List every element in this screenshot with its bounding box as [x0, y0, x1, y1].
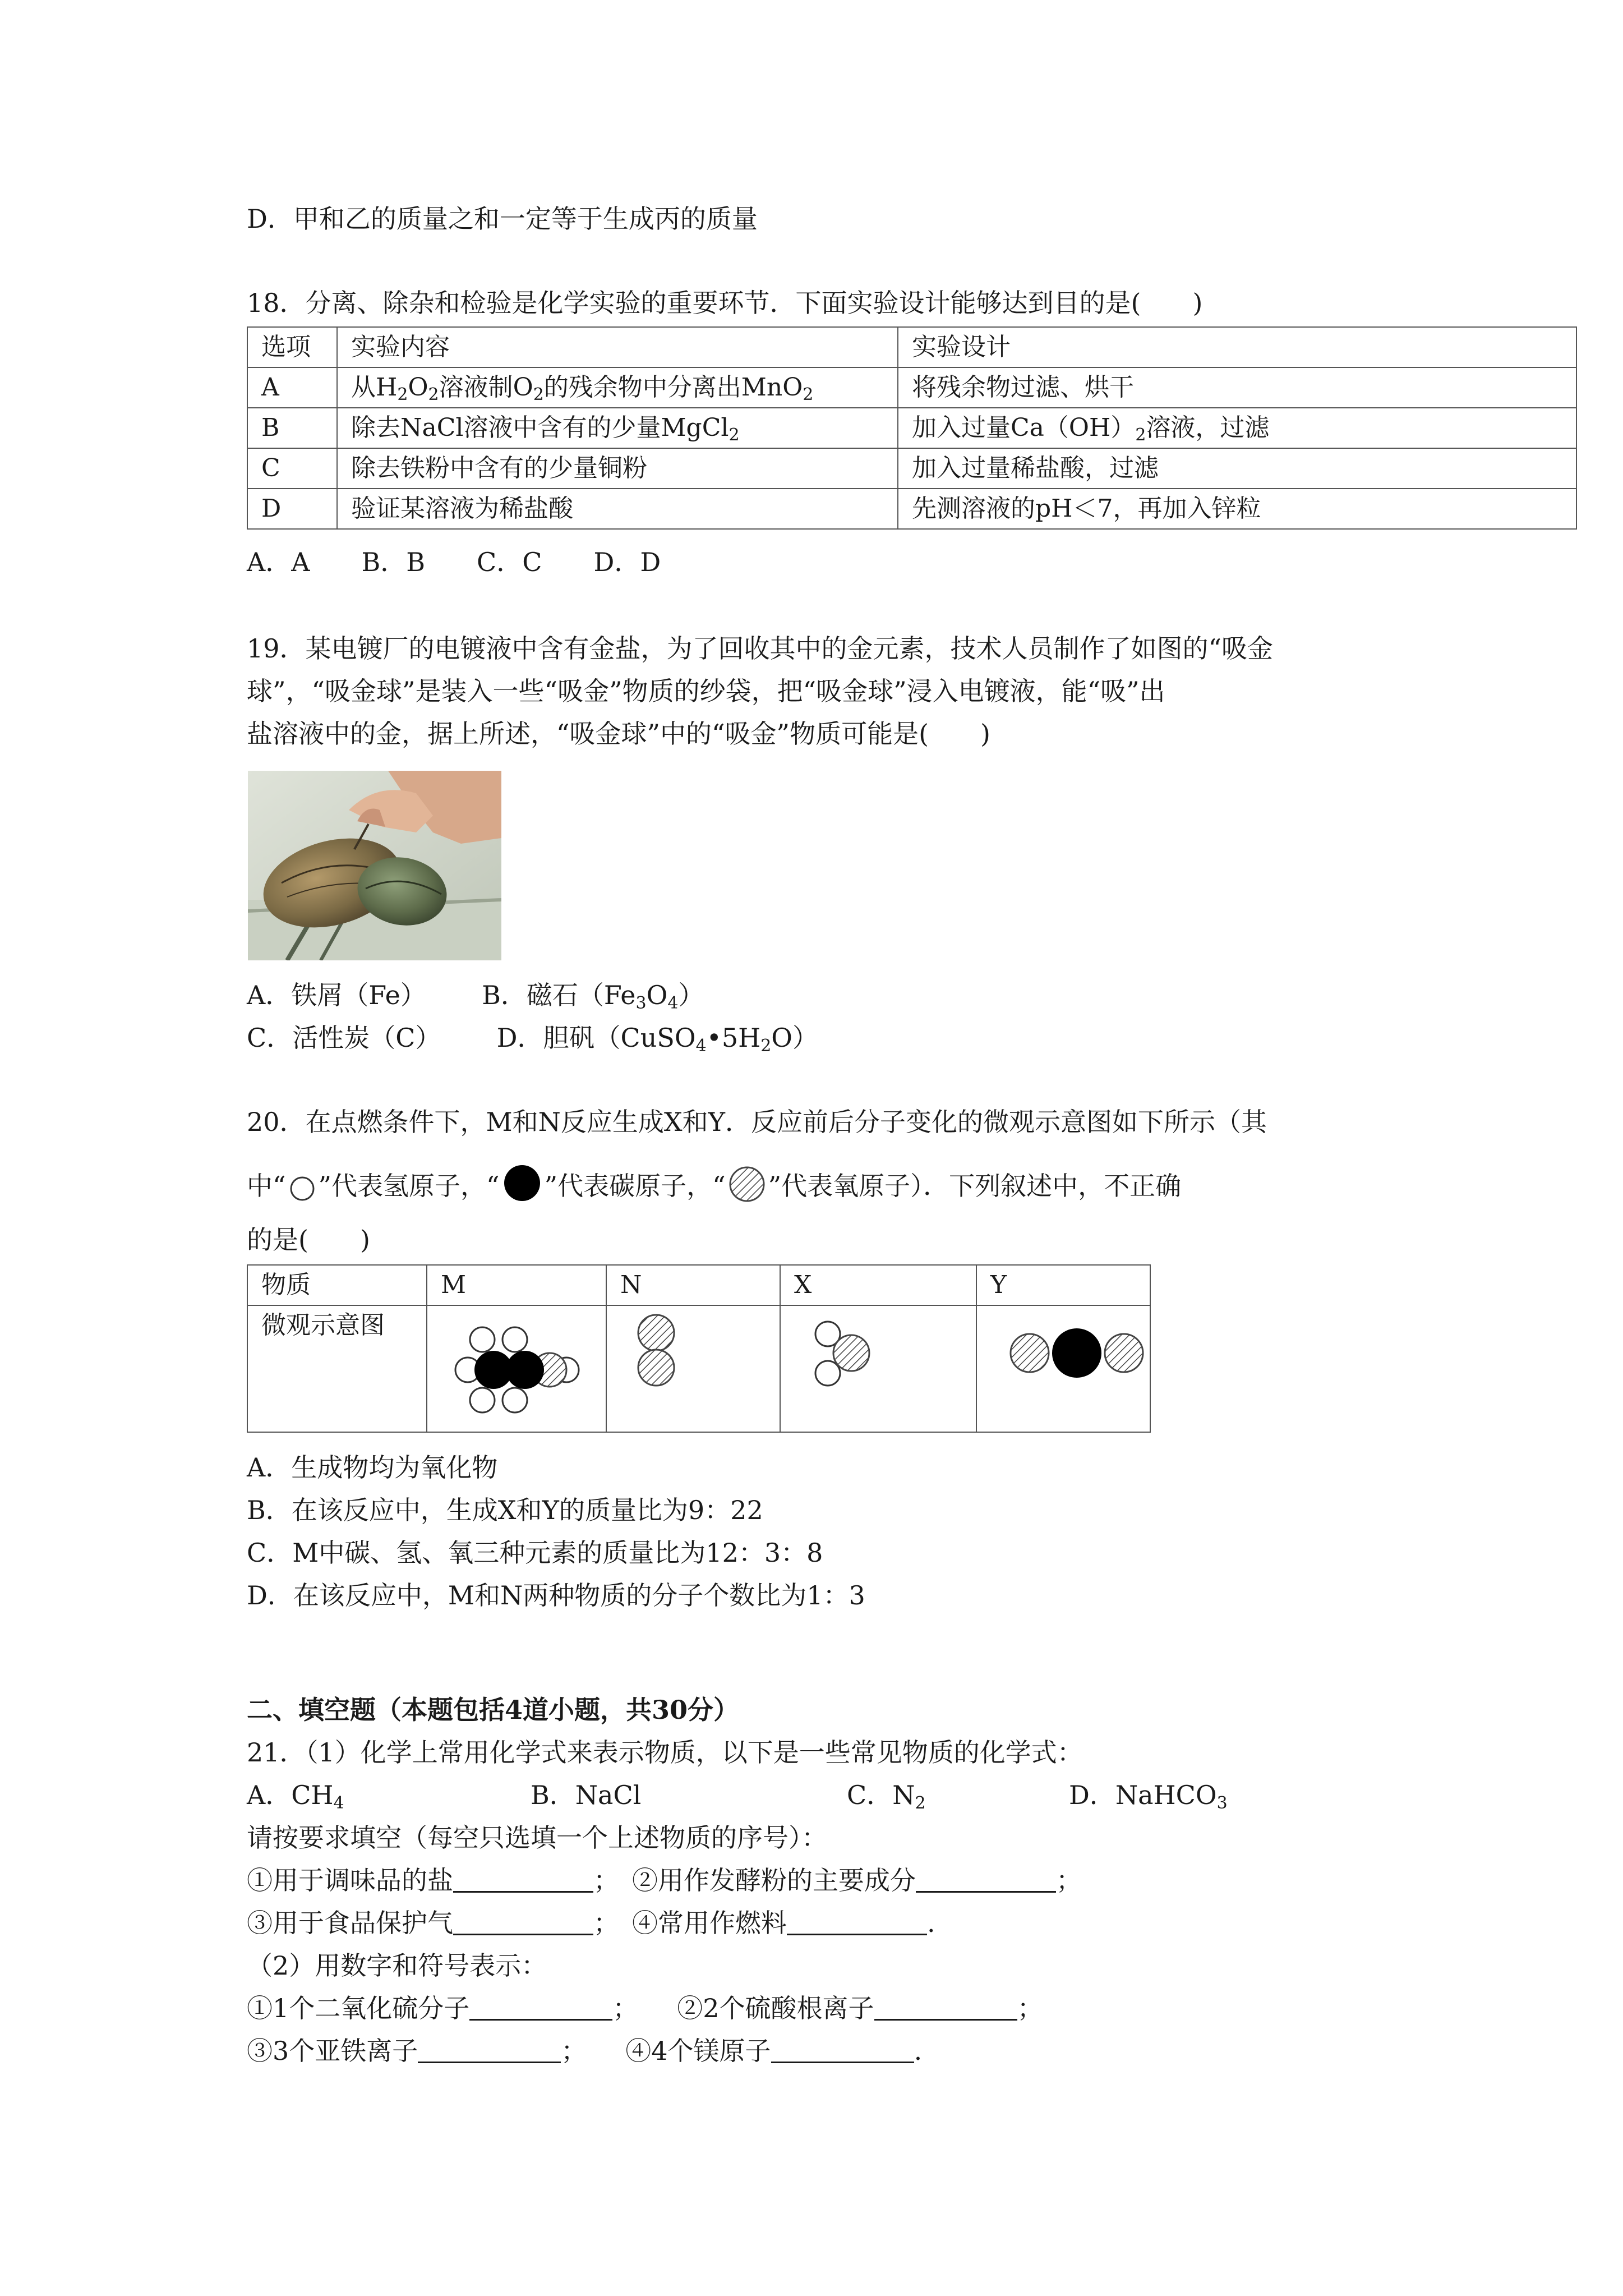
q20-line3: 的是( ): [247, 1225, 370, 1255]
q19-option-b: B．磁石$(Fe_3O_4)$: [482, 980, 704, 1013]
q21-intro: 21．（1）化学上常用化学式来表示物质，以下是一些常见物质的化学式：: [247, 1737, 1083, 1768]
table-cell: 除去NaCl溶液中含有的少量MgCl$_2$: [337, 408, 898, 448]
table-row: [247, 327, 1576, 367]
q21-option-d: D．NaHCO$_3$: [1069, 1780, 1228, 1813]
q20-option-b: B．在该反应中，生成X和Y的质量比为9：22: [247, 1495, 763, 1525]
oxygen-atom-icon: [726, 1166, 768, 1203]
q21-fill-row2: ③用于食品保护气 ； ④常用作燃料 .: [247, 1908, 935, 1938]
table-row: [247, 367, 1576, 408]
molecule-x-icon: [808, 1315, 880, 1393]
table-cell: 先测溶液的pH＜7，再加入锌粒: [898, 489, 1576, 529]
answer-blank-8[interactable]: [771, 2037, 914, 2063]
table-cell: 从$H_2O_2$溶液制$O_2$的残余物中分离出MnO$_2$: [337, 367, 898, 408]
table-cell: 除去铁粉中含有的少量铜粉: [337, 448, 898, 489]
q19-line1: 19．某电镀厂的电镀液中含有金盐，为了回收其中的金元素，技术人员制作了如图的“吸金: [247, 633, 1274, 664]
gold-ball-photo: [248, 771, 501, 960]
q21-option-c: C．$N_2$: [847, 1780, 926, 1813]
q20-line1: 20．在点燃条件下，M和N反应生成X和Y．反应前后分子变化的微观示意图如下所示（其: [247, 1107, 1267, 1137]
q18-stem: 18．分离、除杂和检验是化学实验的重要环节．下面实验设计能够达到目的是( ): [247, 288, 1203, 318]
hydrogen-atom-icon: [286, 1175, 319, 1203]
table-header-cell: M: [427, 1265, 606, 1305]
q19-line2: 球”，“吸金球”是装入一些“吸金”物质的纱袋，把“吸金球”浸入电镀液，能“吸”出: [247, 676, 1165, 706]
table-cell: 将残余物过滤、烘干: [898, 367, 1576, 408]
q20-option-a: A．生成物均为氧化物: [247, 1452, 498, 1483]
q19-options-row2: [247, 1021, 818, 1055]
table-cell: 加入过量$Ca(OH)_2$溶液，过滤: [898, 408, 1576, 448]
q20-option-c: C．M中碳、氢、氧三种元素的质量比为12：3：8: [247, 1538, 823, 1568]
answer-blank-1[interactable]: [453, 1866, 593, 1893]
table-header-cell: 物质: [247, 1265, 427, 1305]
table-cell: 微观示意图: [247, 1305, 427, 1432]
q19-line3: 盐溶液中的金，据上所述，“吸金球”中的“吸金”物质可能是( ): [247, 719, 990, 749]
q21-option-a: A．$CH_4$: [247, 1780, 344, 1813]
gold-ball-photo-icon: [248, 771, 501, 960]
table-header-cell: N: [606, 1265, 780, 1305]
molecule-y-icon: [1004, 1325, 1150, 1381]
table-row: [247, 408, 1576, 448]
table-row: [247, 1265, 1150, 1305]
q19-option-a: A．铁屑（Fe）: [247, 980, 426, 1010]
section-2-title: 二、填空题（本题包括4道小题，共30分）: [247, 1695, 740, 1725]
q21-fill-row4: ③3个亚铁离子 ； ④4个镁原子 .: [247, 2036, 923, 2066]
carbon-atom-icon: [500, 1163, 545, 1203]
table-header-cell: X: [780, 1265, 976, 1305]
answer-blank-6[interactable]: [874, 1994, 1017, 2021]
table-cell: 验证某溶液为稀盐酸: [337, 489, 898, 529]
q21-fill-row1: ①用于调味品的盐 ； ②用作发酵粉的主要成分 ；: [247, 1865, 1082, 1895]
q19-option-d: D．胆矾$(CuSO_4•5H_2O)$: [496, 1023, 819, 1056]
answer-blank-3[interactable]: [453, 1909, 593, 1935]
answer-blank-7[interactable]: [418, 2037, 561, 2063]
q18-options: A．A B．B C．C D．D: [247, 547, 661, 577]
table-header-cell: Y: [976, 1265, 1150, 1305]
q20-line2: 中“ ”代表氢原子，“ ”代表碳原子，“ ”代表氧原子）．下列叙述中，不正确: [247, 1163, 1181, 1203]
table-header-cell: 选项: [247, 327, 337, 367]
table-row: [247, 489, 1576, 529]
q21-option-b: B．NaCl: [531, 1780, 642, 1810]
answer-blank-2[interactable]: [916, 1866, 1056, 1893]
answer-blank-5[interactable]: [469, 1994, 612, 2021]
q21-instruction: 请按要求填空（每空只选填一个上述物质的序号）：: [247, 1823, 827, 1853]
table-cell: A: [247, 367, 337, 408]
table-cell: B: [247, 408, 337, 448]
table-cell: C: [247, 448, 337, 489]
table-header-cell: 实验设计: [898, 327, 1576, 367]
q19-options-row1: [247, 978, 704, 1012]
molecule-m-icon: [449, 1318, 594, 1419]
table-row: [247, 448, 1576, 489]
answer-blank-4[interactable]: [787, 1909, 927, 1935]
molecule-n-icon: [631, 1309, 682, 1393]
q20-option-d: D．在该反应中，M和N两种物质的分子个数比为1：3: [247, 1580, 865, 1611]
q21-part2: （2）用数字和符号表示：: [247, 1950, 547, 1981]
table-header-cell: 实验内容: [337, 327, 898, 367]
table-cell: D: [247, 489, 337, 529]
q19-option-c: C．活性炭（C）: [247, 1023, 441, 1053]
q18-table: [247, 326, 1577, 530]
q17-option-d: D．甲和乙的质量之和一定等于生成丙的质量: [247, 204, 758, 234]
table-cell: 加入过量稀盐酸，过滤: [898, 448, 1576, 489]
q21-fill-row3: ①1个二氧化硫分子 ； ②2个硫酸根离子 ；: [247, 1993, 1043, 2023]
